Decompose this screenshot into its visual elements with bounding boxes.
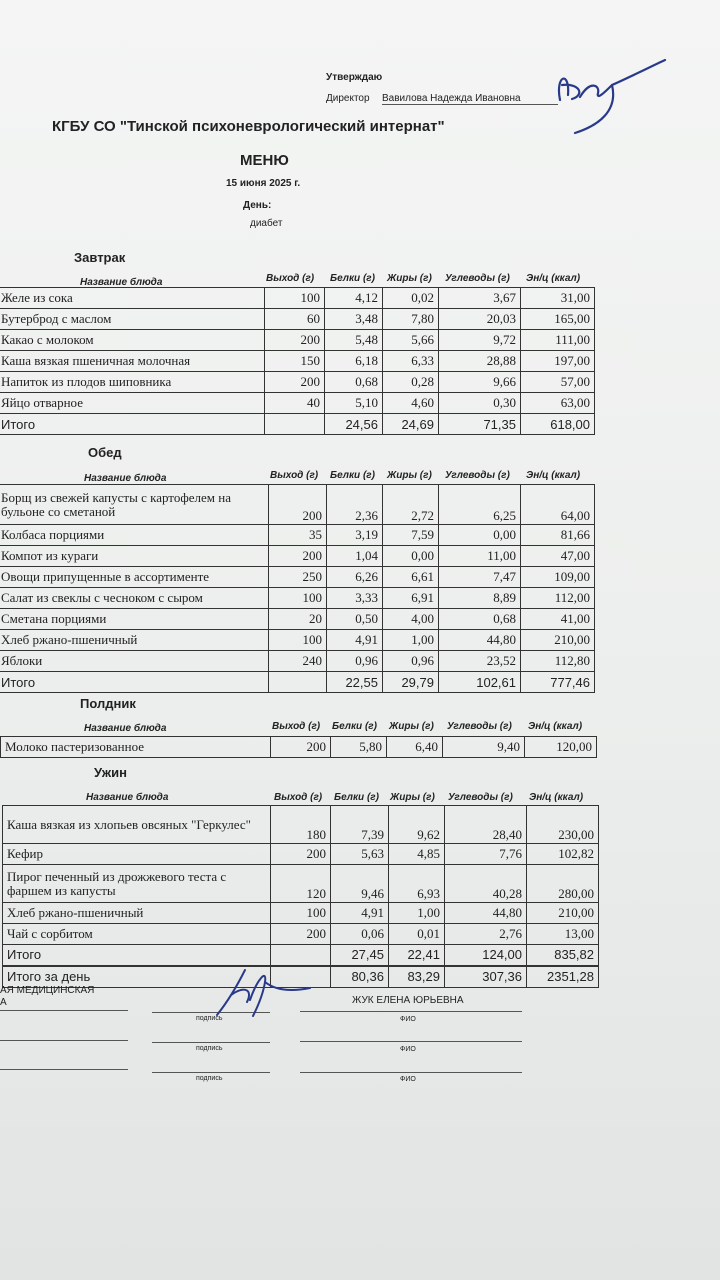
table-row [0,330,595,351]
dish-carbs: 6,25 [439,485,521,525]
table-row [0,588,595,609]
header-protein: Белки (г) [334,792,379,803]
dish-energy: 47,00 [521,546,595,567]
day-total-label: Итого за день [3,966,271,988]
signature-line-fio-1 [300,1011,522,1012]
table-row [3,924,599,945]
header-fat: Жиры (г) [387,273,432,284]
dish-energy: 81,66 [521,525,595,546]
dish-energy: 41,00 [521,609,595,630]
dish-carbs: 8,89 [439,588,521,609]
dish-fat: 6,61 [383,567,439,588]
table-row [0,567,595,588]
day-value: диабет [250,218,283,229]
dish-output: 200 [271,737,331,758]
day-total-protein: 80,36 [331,966,389,988]
dish-carbs: 9,66 [439,372,521,393]
dish-name: Каша вязкая пшеничная молочная [0,351,265,372]
dish-fat: 2,72 [383,485,439,525]
dish-protein: 2,36 [327,485,383,525]
dish-output: 200 [265,372,325,393]
dish-output: 200 [269,485,327,525]
organization-title: КГБУ СО "Тинской психоневрологический интернат" [52,118,445,135]
total-row [0,414,595,435]
dish-name: Пирог печенный из дрожжевого теста с фаршем из капусты [3,865,271,903]
dish-name: Каша вязкая из хлопьев овсяных "Геркулес" [3,806,271,844]
section-title-lunch: Обед [88,445,122,460]
dish-energy: 13,00 [527,924,599,945]
total-carbs: 102,61 [439,672,521,693]
total-row [0,672,595,693]
dish-carbs: 23,52 [439,651,521,672]
dish-energy: 109,00 [521,567,595,588]
signature-line-fio-3 [300,1072,522,1073]
dish-name: Чай с сорбитом [3,924,271,945]
section-title-snack: Полдник [80,696,136,711]
dish-fat: 0,28 [383,372,439,393]
total-label: Итого [0,672,269,693]
header-carbs: Углеводы (г) [448,792,513,803]
dish-output: 240 [269,651,327,672]
total-output [265,414,325,435]
dish-fat: 0,96 [383,651,439,672]
dish-energy: 280,00 [527,865,599,903]
signer-role-line2: А [0,997,7,1008]
header-energy: Эн/ц (ккал) [528,721,583,732]
dish-energy: 210,00 [527,903,599,924]
table-row [0,351,595,372]
table-row [0,546,595,567]
header-carbs: Углеводы (г) [445,273,510,284]
dish-energy: 210,00 [521,630,595,651]
section-title-dinner: Ужин [94,765,127,780]
dish-fat: 6,93 [389,865,445,903]
section-title-breakfast: Завтрак [74,250,126,265]
dish-fat: 6,33 [383,351,439,372]
signature-line-sign-3 [152,1072,270,1073]
header-name: Название блюда [84,473,167,484]
header-protein: Белки (г) [332,721,377,732]
dish-energy: 57,00 [521,372,595,393]
header-name: Название блюда [80,277,163,288]
dish-name: Салат из свеклы с чесноком с сыром [0,588,269,609]
dish-protein: 1,04 [327,546,383,567]
signature-line-role-1 [0,1010,128,1011]
dish-protein: 4,12 [325,288,383,309]
dish-fat: 6,91 [383,588,439,609]
total-fat: 24,69 [383,414,439,435]
caption-signature-2: подпись [196,1045,223,1052]
table-row [0,651,595,672]
dish-protein: 7,39 [331,806,389,844]
dish-protein: 3,19 [327,525,383,546]
total-fat: 29,79 [383,672,439,693]
dish-carbs: 7,76 [445,844,527,865]
dish-output: 40 [265,393,325,414]
dish-carbs: 3,67 [439,288,521,309]
dish-output: 200 [271,924,331,945]
dish-output: 200 [265,330,325,351]
menu-date: 15 июня 2025 г. [226,178,301,189]
table-row [0,609,595,630]
dish-protein: 5,80 [331,737,387,758]
signature-line-sign-2 [152,1042,270,1043]
dish-fat: 7,80 [383,309,439,330]
dish-fat: 1,00 [389,903,445,924]
dish-output: 100 [265,288,325,309]
dish-carbs: 44,80 [445,903,527,924]
header-output: Выход (г) [270,470,319,481]
dish-protein: 3,33 [327,588,383,609]
dish-energy: 112,80 [521,651,595,672]
total-output [269,672,327,693]
header-protein: Белки (г) [330,273,375,284]
table-row [0,630,595,651]
header-fat: Жиры (г) [390,792,435,803]
dish-protein: 6,26 [327,567,383,588]
dish-energy: 111,00 [521,330,595,351]
dish-energy: 230,00 [527,806,599,844]
dish-output: 100 [269,588,327,609]
dish-name: Овощи припущенные в ассортименте [0,567,269,588]
dish-name: Кефир [3,844,271,865]
dish-name: Компот из кураги [0,546,269,567]
dish-energy: 112,00 [521,588,595,609]
director-signature [540,55,670,135]
header-output: Выход (г) [266,273,315,284]
menu-title: МЕНЮ [240,152,289,169]
dish-carbs: 9,72 [439,330,521,351]
dish-fat: 5,66 [383,330,439,351]
dish-protein: 5,63 [331,844,389,865]
dish-name: Сметана порциями [0,609,269,630]
signature-line-fio-2 [300,1041,522,1042]
dish-protein: 5,48 [325,330,383,351]
header-protein: Белки (г) [330,470,375,481]
table-row [0,485,595,525]
dish-name: Молоко пастеризованное [1,737,271,758]
dish-name: Хлеб ржано-пшеничный [3,903,271,924]
dish-output: 250 [269,567,327,588]
header-name: Название блюда [86,792,169,803]
day-total-fat: 83,29 [389,966,445,988]
table-row [0,288,595,309]
table-row [3,844,599,865]
total-protein: 22,55 [327,672,383,693]
header-fat: Жиры (г) [389,721,434,732]
dish-fat: 0,01 [389,924,445,945]
table-row [0,309,595,330]
dish-carbs: 0,68 [439,609,521,630]
day-total-energy: 2351,28 [527,966,599,988]
dish-energy: 63,00 [521,393,595,414]
dish-carbs: 40,28 [445,865,527,903]
dish-output: 35 [269,525,327,546]
dish-name: Яблоки [0,651,269,672]
header-name: Название блюда [84,723,167,734]
dish-fat: 1,00 [383,630,439,651]
dish-energy: 31,00 [521,288,595,309]
dish-energy: 102,82 [527,844,599,865]
dish-name: Напиток из плодов шиповника [0,372,265,393]
total-carbs: 124,00 [445,945,527,966]
total-label: Итого [0,414,265,435]
dish-name: Колбаса порциями [0,525,269,546]
dish-name: Борщ из свежей капусты с картофелем на бульоне со сметаной [0,485,269,525]
dish-protein: 6,18 [325,351,383,372]
dish-name: Какао с молоком [0,330,265,351]
signer-name: ЖУК ЕЛЕНА ЮРЬЕВНА [352,995,464,1006]
dish-energy: 64,00 [521,485,595,525]
signature-line-role-3 [0,1069,128,1070]
day-label: День: [243,200,272,211]
dish-protein: 0,68 [325,372,383,393]
snack-table [0,736,597,758]
dish-output: 180 [271,806,331,844]
signer-role-line1: АЯ МЕДИЦИНСКАЯ [0,985,95,996]
table-row [0,525,595,546]
day-total-carbs: 307,36 [445,966,527,988]
total-energy: 835,82 [527,945,599,966]
dish-name: Бутерброд с маслом [0,309,265,330]
breakfast-table [0,287,595,435]
dish-output: 100 [269,630,327,651]
dish-protein: 0,50 [327,609,383,630]
caption-fio-1: ФИО [400,1016,416,1023]
dish-output: 120 [271,865,331,903]
dish-protein: 0,06 [331,924,389,945]
director-label: Директор [326,93,370,104]
dish-fat: 7,59 [383,525,439,546]
lunch-table [0,484,595,693]
dish-fat: 4,00 [383,609,439,630]
header-output: Выход (г) [272,721,321,732]
caption-signature-1: подпись [196,1015,223,1022]
dish-fat: 0,02 [383,288,439,309]
dish-carbs: 0,00 [439,525,521,546]
header-energy: Эн/ц (ккал) [526,470,581,481]
dish-energy: 197,00 [521,351,595,372]
dish-protein: 3,48 [325,309,383,330]
dish-output: 200 [269,546,327,567]
table-row [0,393,595,414]
total-energy: 618,00 [521,414,595,435]
dish-carbs: 11,00 [439,546,521,567]
dish-protein: 4,91 [331,903,389,924]
dish-protein: 4,91 [327,630,383,651]
dish-energy: 120,00 [525,737,597,758]
dish-name: Яйцо отварное [0,393,265,414]
nurse-signature [205,960,325,1030]
table-row [0,372,595,393]
total-carbs: 71,35 [439,414,521,435]
caption-fio-3: ФИО [400,1076,416,1083]
header-energy: Эн/ц (ккал) [529,792,584,803]
total-label: Итого [3,945,271,966]
header-fat: Жиры (г) [387,470,432,481]
dish-fat: 4,60 [383,393,439,414]
header-carbs: Углеводы (г) [445,470,510,481]
dish-name: Хлеб ржано-пшеничный [0,630,269,651]
dish-carbs: 7,47 [439,567,521,588]
dish-output: 150 [265,351,325,372]
dish-output: 100 [271,903,331,924]
table-row [3,903,599,924]
director-name: Вавилова Надежда Ивановна [382,93,558,105]
dish-protein: 9,46 [331,865,389,903]
dish-fat: 9,62 [389,806,445,844]
dish-output: 200 [271,844,331,865]
dish-protein: 5,10 [325,393,383,414]
dish-carbs: 2,76 [445,924,527,945]
dish-carbs: 20,03 [439,309,521,330]
table-row [1,737,597,758]
total-fat: 22,41 [389,945,445,966]
dish-carbs: 9,40 [443,737,525,758]
header-energy: Эн/ц (ккал) [526,273,581,284]
dish-output: 20 [269,609,327,630]
dish-output: 60 [265,309,325,330]
table-row [3,806,599,844]
dish-carbs: 0,30 [439,393,521,414]
table-row [3,865,599,903]
total-protein: 27,45 [331,945,389,966]
header-carbs: Углеводы (г) [447,721,512,732]
signature-line-role-2 [0,1040,128,1041]
dish-name: Желе из сока [0,288,265,309]
approve-label: Утверждаю [326,72,383,83]
total-protein: 24,56 [325,414,383,435]
dish-carbs: 44,80 [439,630,521,651]
total-energy: 777,46 [521,672,595,693]
dish-carbs: 28,88 [439,351,521,372]
header-output: Выход (г) [274,792,323,803]
dish-protein: 0,96 [327,651,383,672]
dish-fat: 0,00 [383,546,439,567]
dish-carbs: 28,40 [445,806,527,844]
caption-fio-2: ФИО [400,1046,416,1053]
dish-fat: 6,40 [387,737,443,758]
dish-fat: 4,85 [389,844,445,865]
caption-signature-3: подпись [196,1075,223,1082]
dish-energy: 165,00 [521,309,595,330]
